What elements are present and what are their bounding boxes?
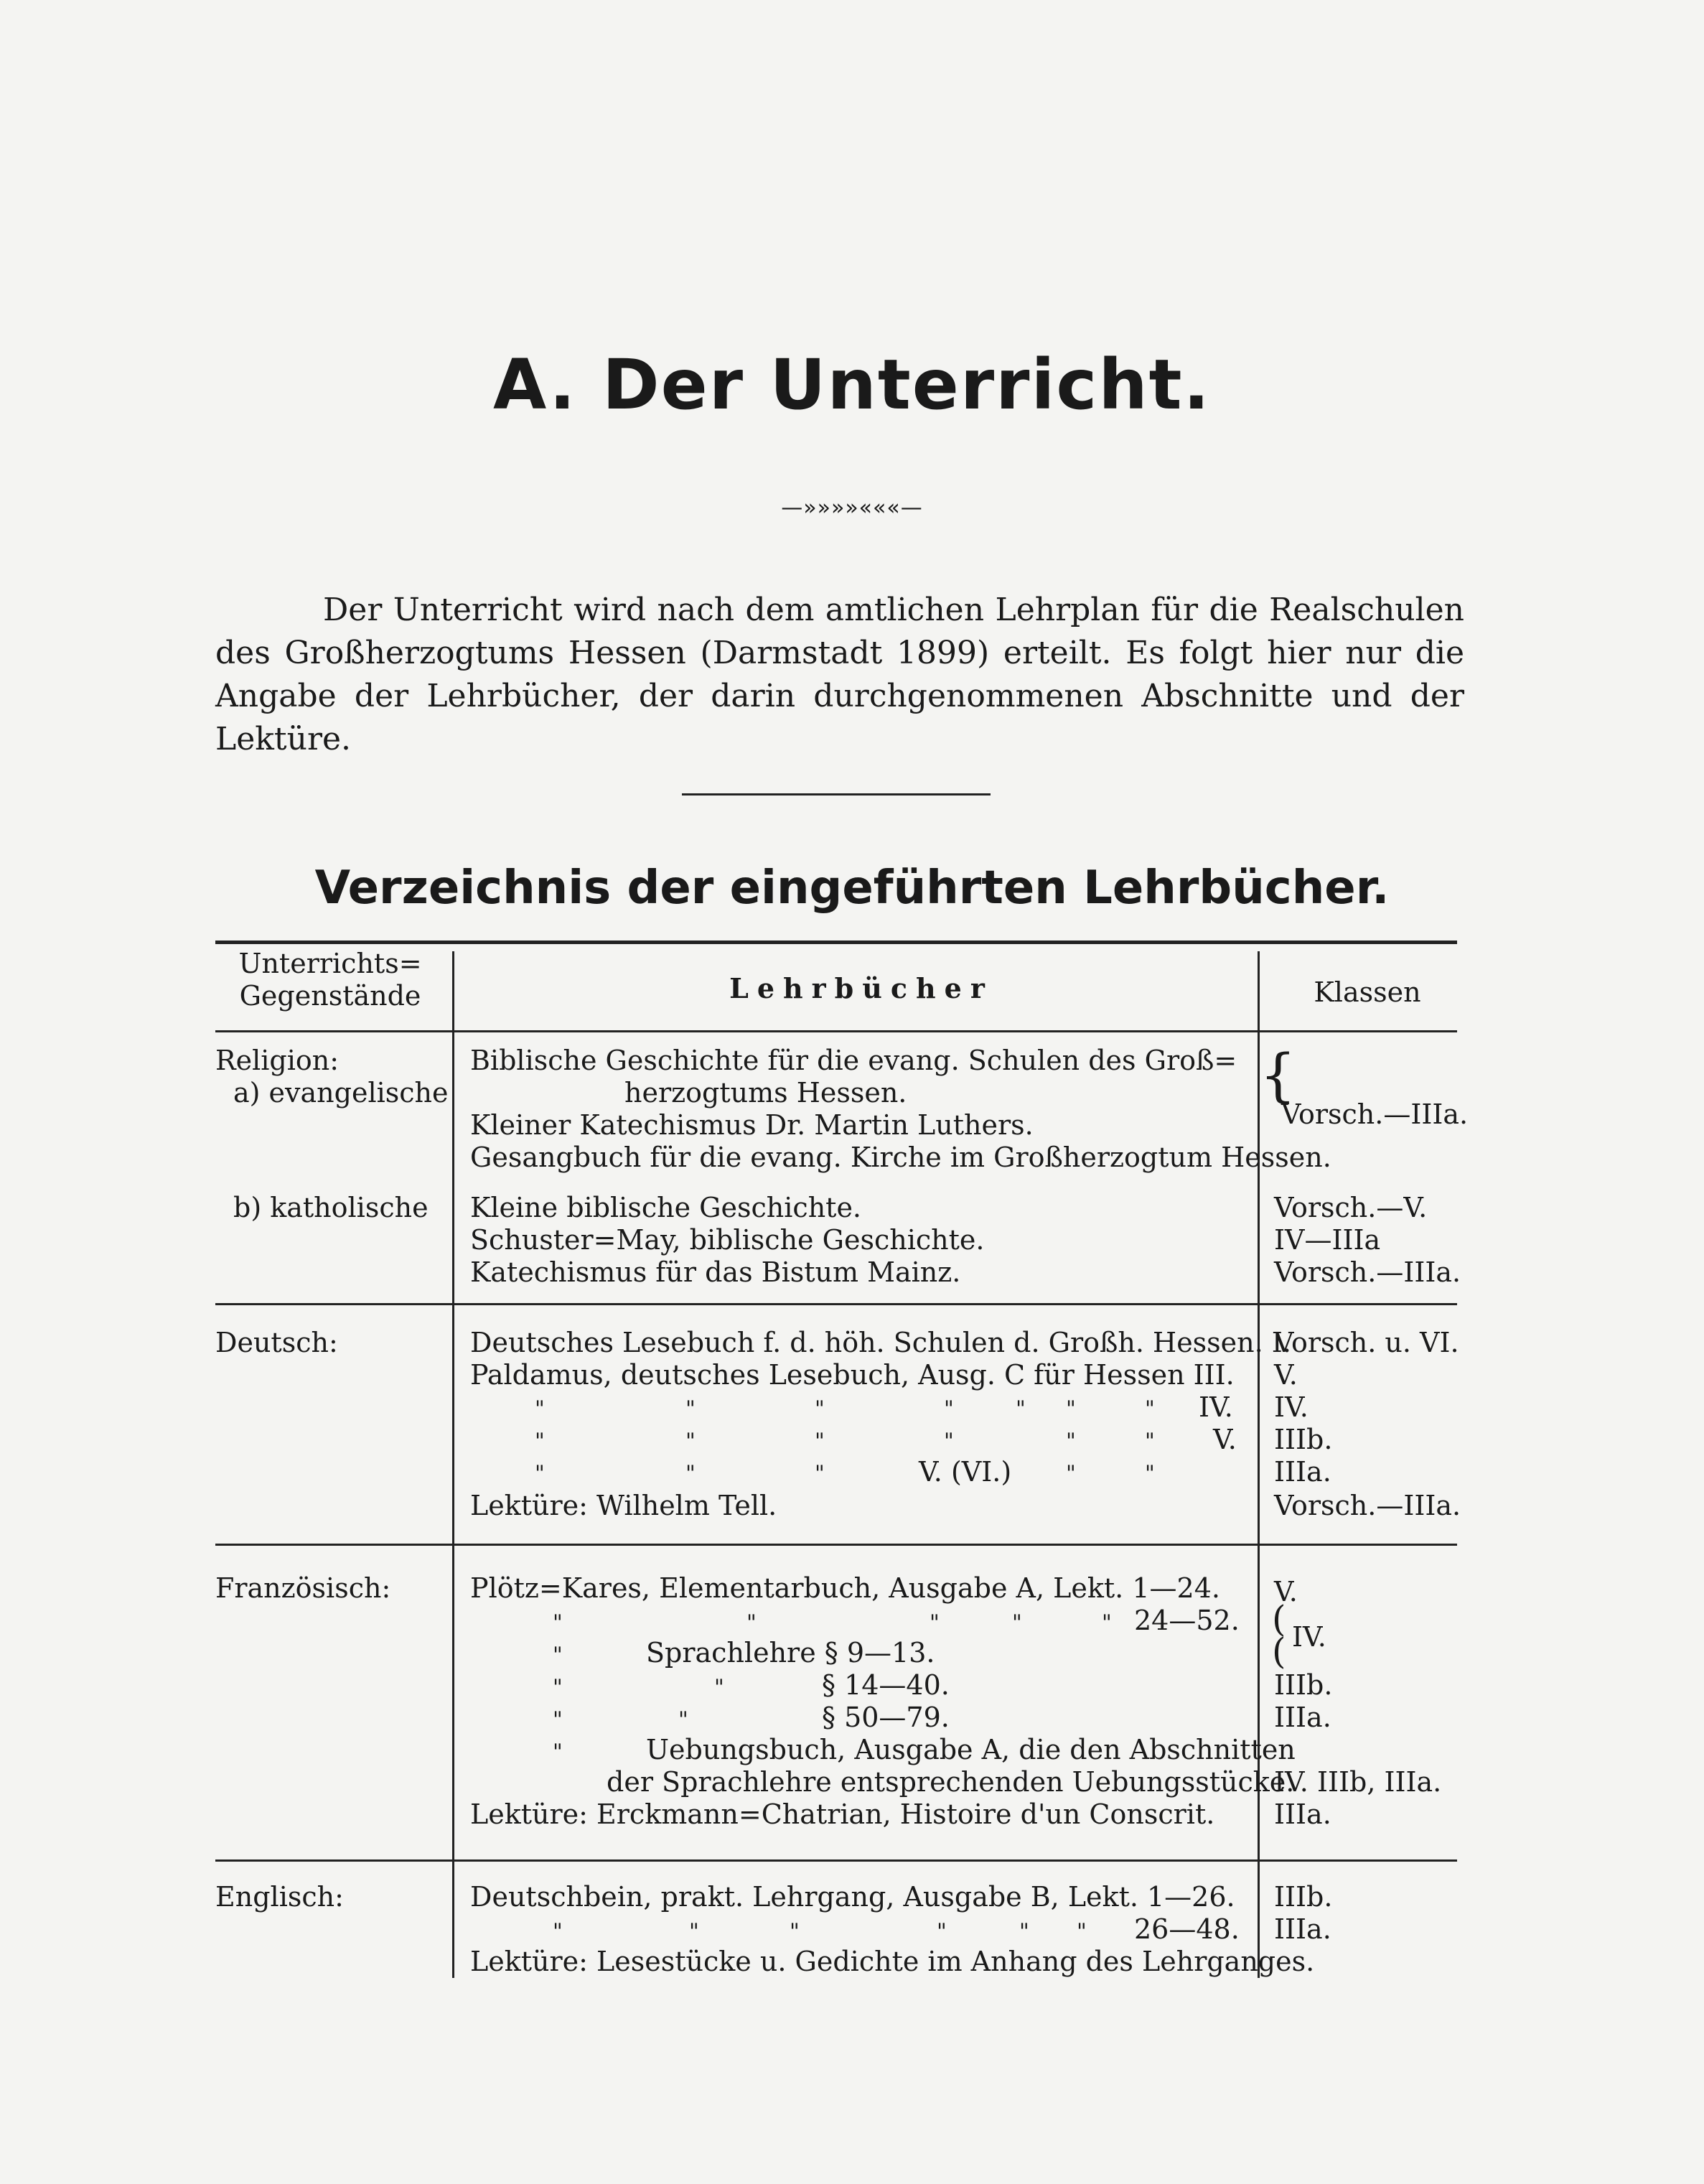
rule-after-deutsch xyxy=(215,1544,1457,1546)
class-value: Vorsch. u. VI. xyxy=(1274,1327,1459,1358)
class-value: Vorsch.—IIIa. xyxy=(1274,1490,1461,1521)
ditto-mark: " xyxy=(553,1675,563,1700)
class-value: V. xyxy=(1274,1359,1298,1391)
ditto-mark: " xyxy=(1102,1610,1112,1635)
book-line: Gesangbuch für die evang. Kirche im Großherzogtum Hessen. xyxy=(470,1142,1331,1173)
lektuere-franzoesisch: Lektüre: Erckmann=Chatrian, Histoire d'un Conscrit. xyxy=(470,1798,1215,1830)
class-value: IV. IIIb, IIIa. xyxy=(1274,1766,1442,1798)
brace-icon: ( xyxy=(1272,1598,1286,1640)
class-value: IIIa. xyxy=(1274,1798,1331,1830)
ditto-mark: " xyxy=(553,1643,563,1668)
lektuere-deutsch: Lektüre: Wilhelm Tell. xyxy=(470,1490,777,1521)
ditto-mark: " xyxy=(689,1919,699,1944)
ditto-mark: " xyxy=(714,1675,724,1700)
ditto-mark: " xyxy=(553,1919,563,1944)
ditto-mark: " xyxy=(553,1610,563,1635)
table-top-rule xyxy=(215,941,1457,944)
header-books: Lehrbücher xyxy=(729,972,993,1004)
lektuere-englisch: Lektüre: Lesestücke u. Gedichte im Anhang des Lehrganges. xyxy=(470,1946,1315,1977)
class-value: IV. xyxy=(1292,1621,1326,1653)
ditto-mark: " xyxy=(535,1461,545,1486)
header-classes: Klassen xyxy=(1314,976,1421,1008)
ditto-mark: " xyxy=(930,1610,940,1635)
subject-religion-evangelisch: a) evangelische xyxy=(233,1077,449,1109)
class-value: IIIa. xyxy=(1274,1456,1331,1488)
ditto-mark: " xyxy=(1012,1610,1022,1635)
page-title: A. Der Unterricht. xyxy=(492,345,1212,425)
class-value: IV. xyxy=(1274,1391,1309,1423)
ditto-mark: " xyxy=(1145,1461,1155,1486)
book-line: herzogtums Hessen. xyxy=(624,1077,907,1109)
class-value: IIIb. xyxy=(1274,1669,1333,1701)
section-title: Verzeichnis der eingeführten Lehrbücher. xyxy=(314,862,1390,915)
class-value: IIIa. xyxy=(1274,1702,1331,1733)
book-line: Schuster=May, biblische Geschichte. xyxy=(470,1224,985,1256)
subject-religion: Religion: xyxy=(215,1045,340,1076)
header-subject-line2: Gegenstände xyxy=(239,980,421,1012)
ditto-mark: " xyxy=(553,1707,563,1732)
ditto-mark: " xyxy=(1016,1396,1026,1422)
ditto-mark: " xyxy=(790,1919,800,1944)
book-line: Plötz=Kares, Elementarbuch, Ausgabe A, Lekt. 1—24. xyxy=(470,1572,1220,1604)
class-value: Vorsch.—V. xyxy=(1274,1192,1428,1223)
book-line: der Sprachlehre entsprechenden Uebungsstücke. xyxy=(607,1766,1295,1798)
subject-franzoesisch: Französisch: xyxy=(215,1572,391,1604)
brace-icon: ( xyxy=(1272,1630,1286,1672)
book-suffix: V. (VI.) xyxy=(919,1456,1012,1488)
ditto-mark: " xyxy=(1019,1919,1029,1944)
ditto-mark: " xyxy=(553,1740,563,1765)
subject-englisch: Englisch: xyxy=(215,1881,344,1913)
header-subject-line1: Unterrichts= xyxy=(238,948,422,979)
intro-paragraph: Der Unterricht wird nach dem amtlichen Lehrplan für die Realschulen des Großherzogtums Hessen (Darmstadt 1899) erteilt. Es folgt hier nur die Angabe der Lehrbücher, der darin durchgenommenen Abschnitte und der Lektüre. xyxy=(215,592,1464,757)
book-line: Uebungsbuch, Ausgabe A, die den Abschnitten xyxy=(646,1734,1296,1765)
rule-after-franzoesisch xyxy=(215,1859,1457,1862)
book-line: Deutsches Lesebuch f. d. höh. Schulen d. Großh. Hessen. I. xyxy=(470,1327,1291,1358)
class-value: Vorsch.—IIIa. xyxy=(1274,1256,1461,1288)
ditto-mark: " xyxy=(685,1429,696,1454)
subject-deutsch: Deutsch: xyxy=(215,1327,338,1358)
class-value: IIIb. xyxy=(1274,1881,1333,1913)
ditto-mark: " xyxy=(535,1429,545,1454)
ditto-mark: " xyxy=(746,1610,757,1635)
class-value: IIIb. xyxy=(1274,1424,1333,1455)
lesson-range: 24—52. xyxy=(1134,1605,1240,1636)
ornament-divider: —»»»»«««— xyxy=(781,495,923,521)
class-religion-evangelisch: Vorsch.—IIIa. xyxy=(1281,1098,1469,1130)
ditto-mark: " xyxy=(1066,1461,1076,1486)
class-value: V. xyxy=(1274,1576,1298,1607)
book-line: Sprachlehre § 9—13. xyxy=(646,1637,935,1669)
table-header-rule xyxy=(215,1030,1457,1032)
ditto-mark: " xyxy=(1145,1396,1155,1422)
ditto-mark: " xyxy=(937,1919,947,1944)
book-suffix: V. xyxy=(1213,1424,1237,1455)
book-line: § 50—79. xyxy=(822,1702,950,1733)
ditto-mark: " xyxy=(1066,1429,1076,1454)
ditto-mark: " xyxy=(1145,1429,1155,1454)
ditto-mark: " xyxy=(944,1396,954,1422)
book-line: § 14—40. xyxy=(822,1669,950,1701)
ditto-mark: " xyxy=(944,1429,954,1454)
ditto-mark: " xyxy=(678,1707,688,1732)
subject-religion-katholisch: b) katholische xyxy=(233,1192,429,1223)
brace-icon: { xyxy=(1260,1042,1296,1109)
book-line: Paldamus, deutsches Lesebuch, Ausg. C für Hessen III. xyxy=(470,1359,1235,1391)
lesson-range: 26—48. xyxy=(1134,1913,1240,1945)
book-line: Kleiner Katechismus Dr. Martin Luthers. xyxy=(470,1109,1034,1141)
ditto-mark: " xyxy=(535,1396,545,1422)
book-line: Katechismus für das Bistum Mainz. xyxy=(470,1256,961,1288)
class-value: IV—IIIa xyxy=(1274,1224,1381,1256)
separator-line xyxy=(682,793,991,795)
book-line: Deutschbein, prakt. Lehrgang, Ausgabe B, Lekt. 1—26. xyxy=(470,1881,1235,1913)
ditto-mark: " xyxy=(815,1396,825,1422)
ditto-mark: " xyxy=(1066,1396,1076,1422)
ditto-mark: " xyxy=(1077,1919,1087,1944)
ditto-mark: " xyxy=(685,1461,696,1486)
column-divider-1 xyxy=(452,951,454,1978)
class-value: IIIa. xyxy=(1274,1913,1331,1945)
ditto-mark: " xyxy=(685,1396,696,1422)
ditto-mark: " xyxy=(815,1461,825,1486)
book-suffix: IV. xyxy=(1199,1391,1233,1423)
book-line: Biblische Geschichte für die evang. Schulen des Groß= xyxy=(470,1045,1237,1076)
rule-after-religion xyxy=(215,1303,1457,1305)
book-line: Kleine biblische Geschichte. xyxy=(470,1192,862,1223)
ditto-mark: " xyxy=(815,1429,825,1454)
